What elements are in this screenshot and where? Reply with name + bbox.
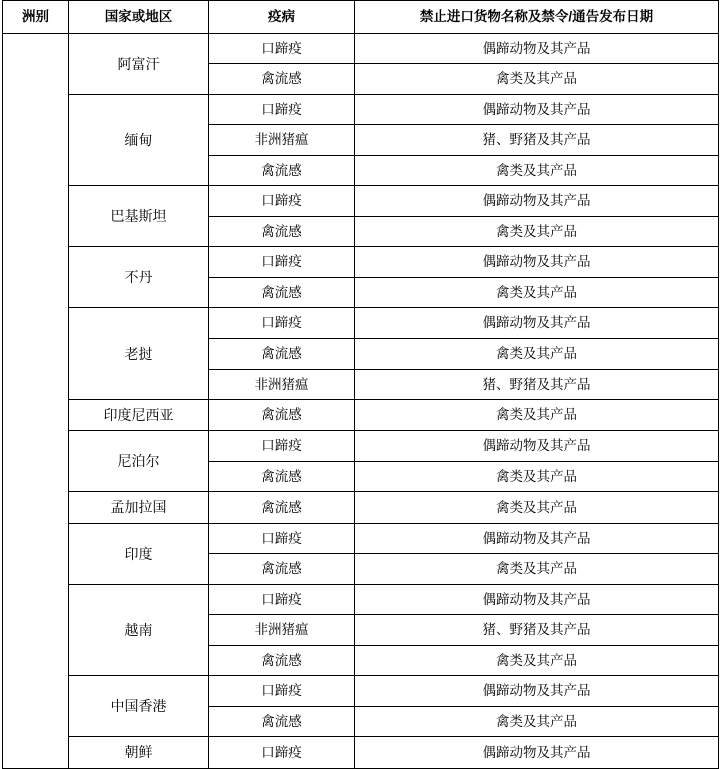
cell-goods: 偶蹄动物及其产品 (355, 94, 719, 125)
cell-disease: 口蹄疫 (209, 94, 355, 125)
cell-disease: 禽流感 (209, 277, 355, 308)
cell-disease: 口蹄疫 (209, 523, 355, 554)
cell-disease: 口蹄疫 (209, 676, 355, 707)
cell-disease: 口蹄疫 (209, 186, 355, 217)
cell-goods: 禽类及其产品 (355, 706, 719, 737)
cell-country: 朝鲜 (69, 737, 209, 768)
cell-goods: 禽类及其产品 (355, 64, 719, 95)
cell-disease: 口蹄疫 (209, 308, 355, 339)
table-body (3, 33, 719, 768)
cell-goods: 禽类及其产品 (355, 554, 719, 585)
header-goods: 禁止进口货物名称及禁令/通告发布日期 (355, 1, 719, 34)
cell-disease: 口蹄疫 (209, 247, 355, 278)
cell-goods: 禽类及其产品 (355, 400, 719, 431)
table-row (3, 94, 719, 125)
cell-country: 中国香港 (69, 676, 209, 737)
cell-country: 不丹 (69, 247, 209, 308)
cell-goods: 禽类及其产品 (355, 155, 719, 186)
cell-disease: 口蹄疫 (209, 737, 355, 768)
cell-continent (3, 33, 69, 768)
cell-country: 尼泊尔 (69, 431, 209, 492)
cell-disease: 非洲猪瘟 (209, 615, 355, 646)
header-row (3, 1, 719, 34)
cell-goods: 偶蹄动物及其产品 (355, 33, 719, 64)
table-row (3, 584, 719, 615)
table-row (3, 523, 719, 554)
cell-disease: 禽流感 (209, 339, 355, 370)
cell-disease: 禽流感 (209, 492, 355, 523)
cell-country: 越南 (69, 584, 209, 676)
cell-goods: 禽类及其产品 (355, 645, 719, 676)
table-row (3, 186, 719, 217)
table-row (3, 308, 719, 339)
header-country: 国家或地区 (69, 1, 209, 34)
cell-disease: 禽流感 (209, 400, 355, 431)
cell-country: 印度尼西亚 (69, 400, 209, 431)
cell-country: 印度 (69, 523, 209, 584)
cell-disease: 非洲猪瘟 (209, 369, 355, 400)
cell-country: 阿富汗 (69, 33, 209, 94)
cell-goods: 禽类及其产品 (355, 277, 719, 308)
cell-country: 缅甸 (69, 94, 209, 186)
cell-disease: 禽流感 (209, 216, 355, 247)
cell-goods: 偶蹄动物及其产品 (355, 676, 719, 707)
cell-disease: 非洲猪瘟 (209, 125, 355, 156)
cell-disease: 口蹄疫 (209, 431, 355, 462)
header-continent: 洲别 (3, 1, 69, 34)
cell-goods: 猪、野猪及其产品 (355, 615, 719, 646)
cell-disease: 口蹄疫 (209, 584, 355, 615)
cell-goods: 偶蹄动物及其产品 (355, 308, 719, 339)
table-row (3, 492, 719, 523)
table-row (3, 737, 719, 768)
cell-disease: 禽流感 (209, 554, 355, 585)
cell-goods: 猪、野猪及其产品 (355, 125, 719, 156)
table-row (3, 33, 719, 64)
cell-country: 孟加拉国 (69, 492, 209, 523)
cell-disease: 禽流感 (209, 155, 355, 186)
cell-goods: 禽类及其产品 (355, 492, 719, 523)
document-sheet (1, 0, 719, 769)
table-row (3, 676, 719, 707)
cell-disease: 禽流感 (209, 706, 355, 737)
import-ban-table (2, 0, 719, 769)
cell-goods: 偶蹄动物及其产品 (355, 523, 719, 554)
cell-country: 老挝 (69, 308, 209, 400)
table-row (3, 400, 719, 431)
cell-disease: 禽流感 (209, 64, 355, 95)
cell-country: 巴基斯坦 (69, 186, 209, 247)
cell-goods: 偶蹄动物及其产品 (355, 247, 719, 278)
table-row (3, 247, 719, 278)
cell-goods: 禽类及其产品 (355, 339, 719, 370)
table-row (3, 431, 719, 462)
table-header (3, 1, 719, 34)
cell-goods: 禽类及其产品 (355, 216, 719, 247)
cell-disease: 禽流感 (209, 461, 355, 492)
cell-goods: 偶蹄动物及其产品 (355, 584, 719, 615)
cell-goods: 偶蹄动物及其产品 (355, 737, 719, 768)
cell-disease: 口蹄疫 (209, 33, 355, 64)
cell-goods: 禽类及其产品 (355, 461, 719, 492)
cell-goods: 猪、野猪及其产品 (355, 369, 719, 400)
cell-goods: 偶蹄动物及其产品 (355, 431, 719, 462)
cell-goods: 偶蹄动物及其产品 (355, 186, 719, 217)
cell-disease: 禽流感 (209, 645, 355, 676)
header-disease: 疫病 (209, 1, 355, 34)
